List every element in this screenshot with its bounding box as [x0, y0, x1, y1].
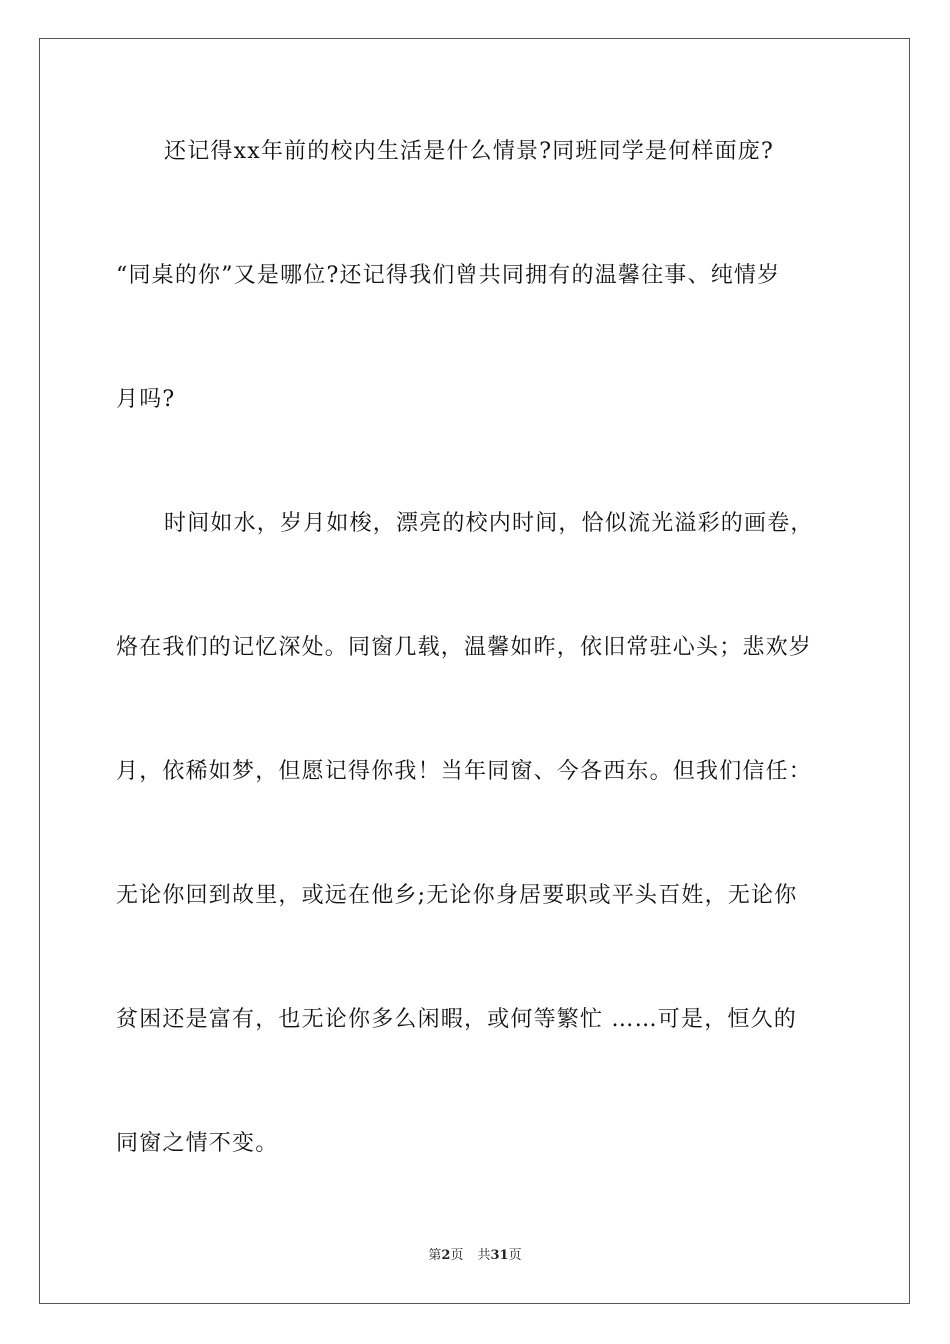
footer-total-suffix: 页: [508, 1248, 522, 1263]
paragraph-2-line-5: 贫困还是富有，也无论你多么闲暇，或何等繁忙 ……可是，恒久的: [116, 1007, 797, 1032]
paragraph-1-line-2: “同桌的你”又是哪位?还记得我们曾共同拥有的温馨往事、纯情岁: [116, 263, 781, 288]
footer-page-prefix: 第: [428, 1248, 442, 1263]
footer-page-suffix: 页: [450, 1248, 464, 1263]
footer-total-pages: 31: [490, 1248, 509, 1263]
paragraph-1-line-1: 还记得xx年前的校内生活是什么情景?同班同学是何样面庞?: [164, 139, 775, 164]
page-footer: [0, 1247, 950, 1265]
paragraph-2-line-4: 无论你回到故里，或远在他乡;无论你身居要职或平头百姓，无论你: [116, 883, 798, 908]
paragraph-2-line-6: 同窗之情不变。: [116, 1131, 279, 1156]
paragraph-2-line-1: 时间如水，岁月如梭，漂亮的校内时间，恰似流光溢彩的画卷，: [164, 511, 814, 536]
footer-page-number: 2: [441, 1248, 451, 1263]
footer-total-prefix: 共: [477, 1248, 491, 1263]
paragraph-2-line-2: 烙在我们的记忆深处。同窗几载，温馨如昨，依旧常驻心头；悲欢岁: [116, 635, 813, 660]
paragraph-2-line-3: 月，依稀如梦，但愿记得你我！当年同窗、今各西东。但我们信任：: [116, 759, 813, 784]
paragraph-1-line-3: 月吗?: [116, 387, 176, 412]
page-frame: [39, 38, 910, 1304]
